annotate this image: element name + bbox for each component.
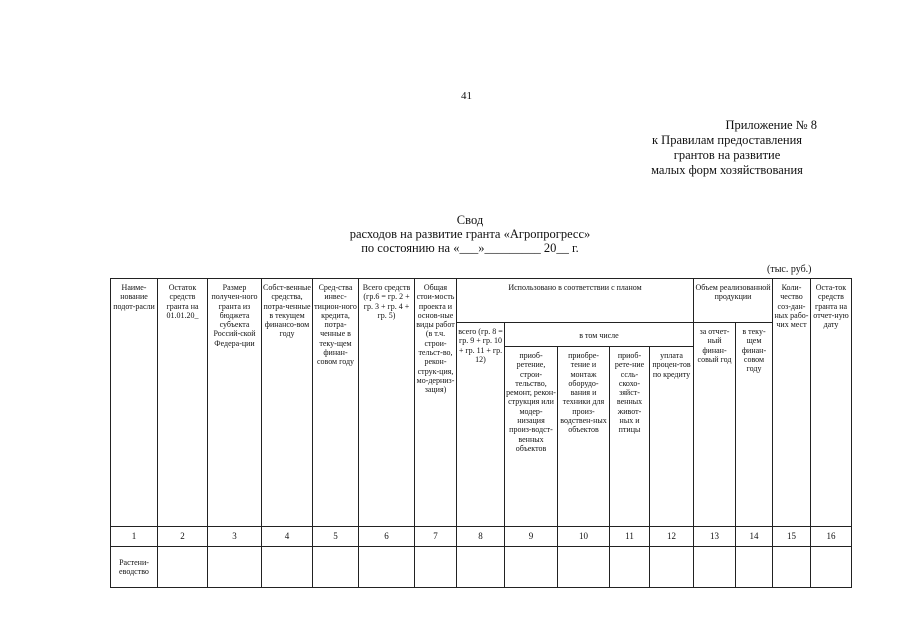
column-number: 13: [694, 527, 736, 547]
column-number: 3: [208, 527, 262, 547]
table-cell: [736, 547, 773, 588]
appendix-line-3: грантов на развитие: [673, 148, 781, 162]
title-line-2: расходов на развитие гранта «Агропрогресс»: [349, 227, 591, 241]
appendix-block: [617, 118, 837, 178]
header-construction: приоб-ретение, строи-тельство, ремонт, рекон-струкция или модер-низация произ-водст-венных объектов: [505, 347, 558, 527]
header-grant-balance-report: Оста-ток средств гранта на отчет-ную дату: [811, 279, 852, 527]
table-cell: [415, 547, 457, 588]
table-cell: [359, 547, 415, 588]
column-number: 12: [650, 527, 694, 547]
column-number: 6: [359, 527, 415, 547]
header-own-funds: Собст-венные средства, потра-ченные в текущем финансо-вом году: [262, 279, 313, 527]
column-number: 1: [111, 527, 158, 547]
column-number: 14: [736, 527, 773, 547]
column-number: 11: [610, 527, 650, 547]
column-number: 8: [457, 527, 505, 547]
appendix-line-2: к Правилам предоставления: [651, 133, 803, 147]
column-number: 16: [811, 527, 852, 547]
title-line-3: по состоянию на «___»_________ 20__ г.: [361, 241, 579, 255]
header-used-per-plan: Использовано в соответствии с планом: [457, 279, 694, 323]
table-cell: [457, 547, 505, 588]
header-subsector-name: Наиме-нование подот-расли: [111, 279, 158, 527]
table-cell: [262, 547, 313, 588]
title-line-1: Свод: [456, 213, 484, 227]
table-cell: [773, 547, 811, 588]
column-number: 7: [415, 527, 457, 547]
document-title: [300, 213, 640, 255]
header-used-total: всего (гр. 8 = гр. 9 + гр. 10 + гр. 11 + гр. 12): [457, 323, 505, 527]
table-cell: [313, 547, 359, 588]
header-including: в том числе: [505, 323, 694, 347]
column-number: 2: [158, 527, 208, 547]
header-jobs-created: Коли-чество соз-дан-ных рабо-чих мест: [773, 279, 811, 527]
column-number: 10: [558, 527, 610, 547]
expenses-table: [110, 278, 852, 588]
table-cell: [158, 547, 208, 588]
table-cell: [610, 547, 650, 588]
table-cell: [558, 547, 610, 588]
table-cell: [811, 547, 852, 588]
header-volume-current-year: в теку-щем финан-совом году: [736, 323, 773, 527]
column-number-row: [111, 527, 852, 547]
column-number: 9: [505, 527, 558, 547]
table-cell: [694, 547, 736, 588]
header-project-cost: Общая стои-мость проекта и основ-ные виды работ (в т.ч. строи-тельст-во, рекон-струк-ция, мо-дерниз-зация): [415, 279, 457, 527]
column-number: 15: [773, 527, 811, 547]
header-volume-reporting-year: за отчет-ный финан-совый год: [694, 323, 736, 527]
header-sales-volume: Объем реализованной продукции: [694, 279, 773, 323]
page-number: 41: [461, 90, 472, 102]
units-label: (тыс. руб.): [767, 264, 812, 275]
appendix-line-1: Приложение № 8: [725, 118, 817, 132]
header-total-funds: Всего средств (гр.6 = гр. 2 + гр. 3 + гр. 4 + гр. 5): [359, 279, 415, 527]
table-cell: [650, 547, 694, 588]
column-number: 5: [313, 527, 359, 547]
appendix-line-4: малых форм хозяйствования: [651, 163, 803, 177]
table-cell: [505, 547, 558, 588]
table-cell: [208, 547, 262, 588]
header-credit-funds: Сред-ства инвес-тицион-ного кредита, потра-ченные в теку-щем финан-совом году: [313, 279, 359, 527]
header-grant-balance-start: Остаток средств гранта на 01.01.20_: [158, 279, 208, 527]
table-row: [111, 547, 852, 588]
header-grant-received: Размер получен-ного гранта из бюджета субъекта Россий-ской Федера-ции: [208, 279, 262, 527]
header-equipment: приобре-тение и монтаж оборудо-вания и техники для произ-водствен-ных объектов: [558, 347, 610, 527]
row-label: Растени-еводство: [111, 547, 158, 588]
column-number: 4: [262, 527, 313, 547]
header-interest-payment: уплата процен-тов по кредиту: [650, 347, 694, 527]
header-livestock: приоб-рете-ние ссль-скохо-зяйст-венных живот-ных и птицы: [610, 347, 650, 527]
